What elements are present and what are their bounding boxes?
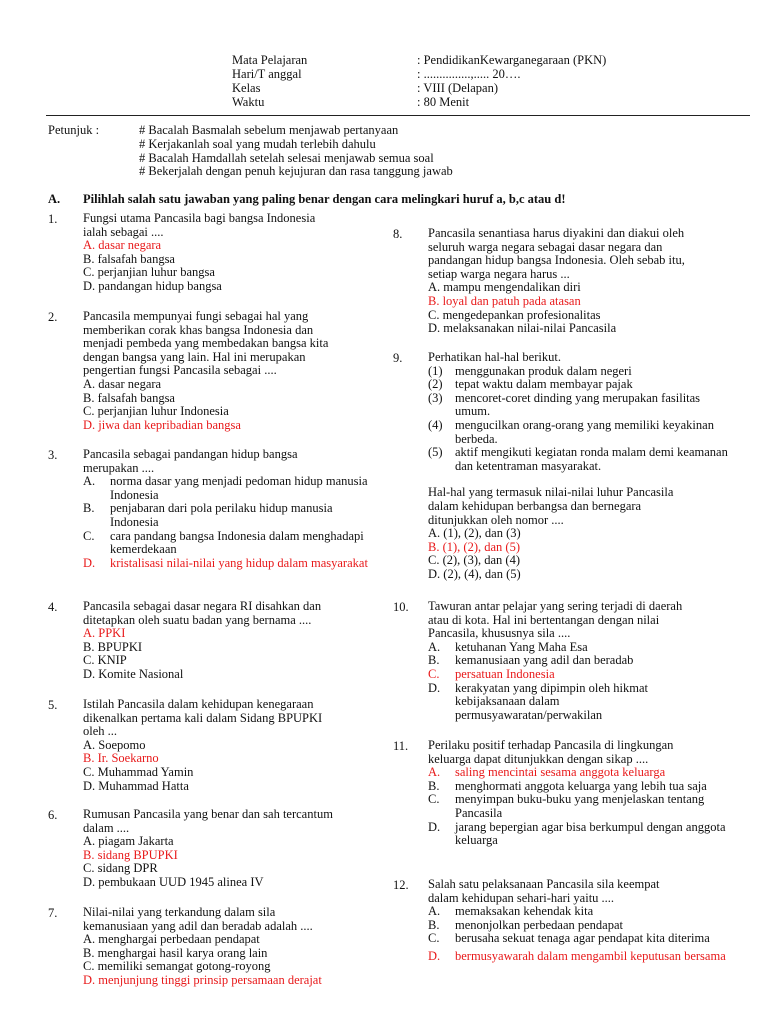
statement-item <box>428 446 728 473</box>
question-number: 6. <box>48 808 58 822</box>
option-letter: D. <box>428 948 441 963</box>
question-number: 1. <box>48 212 58 226</box>
statement-item <box>428 365 728 379</box>
question-stem-line: Istilah Pancasila dalam kehidupan kenegaraan <box>83 697 314 711</box>
option-c[interactable]: C. sidang DPR <box>83 861 158 876</box>
option-b[interactable]: B. (1), (2), dan (5) <box>428 539 520 554</box>
question-number: 2. <box>48 310 58 324</box>
instruction-item: # Bacalah Hamdallah setelah selesai menjawab semua soal <box>139 151 434 165</box>
option-a[interactable]: A. (1), (2), dan (3) <box>428 526 521 541</box>
option-c[interactable]: C. perjanjian luhur Indonesia <box>83 404 229 419</box>
option-text: berusaha sekuat tenaga agar pendapat kita diterima <box>455 931 710 946</box>
option-a[interactable] <box>428 766 728 780</box>
option-letter: A. <box>428 765 441 780</box>
option-d[interactable]: D. Komite Nasional <box>83 666 184 681</box>
question-stem-line: Rumusan Pancasila yang benar dan sah tercantum <box>83 807 333 821</box>
option-a[interactable] <box>428 641 728 655</box>
statement-text: tepat waktu dalam membayar pajak <box>455 377 633 392</box>
option-text: saling mencintai sesama anggota keluarga <box>455 765 666 780</box>
time-label: Waktu <box>232 95 265 109</box>
question-stem-line: atau di kota. Hal ini bertentangan dengan nilai <box>428 612 660 627</box>
question-number: 4. <box>48 600 58 614</box>
option-text: ketuhanan Yang Maha Esa <box>455 639 588 654</box>
question-stem-line: Tawuran antar pelajar yang sering terjadi di daerah <box>428 599 683 613</box>
option-b[interactable] <box>428 919 728 933</box>
section-letter: A. <box>48 192 61 206</box>
option-b[interactable]: B. BPUPKI <box>83 639 143 654</box>
date-value: : ...............,..... 20…. <box>417 67 521 81</box>
option-d[interactable]: D. pembukaan UUD 1945 alinea IV <box>83 874 264 889</box>
question-body <box>83 212 383 294</box>
question-stem-line: Pancasila, khususnya sila .... <box>428 626 571 641</box>
option-b[interactable]: B. falsafah bangsa <box>83 251 175 266</box>
question-stem-line: setiap warga negara harus ... <box>428 266 570 281</box>
question-number: 7. <box>48 906 58 920</box>
question-body <box>428 351 728 582</box>
section-heading <box>48 192 566 207</box>
option-text: kerakyatan yang dipimpin oleh hikmat kebijaksanaan dalam permusyawaratan/perwakilan <box>455 680 649 722</box>
statement-number: (4) <box>428 417 443 432</box>
question-stem-line: dikenalkan pertama kali dalam Sidang BPUPKI <box>83 710 323 725</box>
option-a[interactable]: A. Soepomo <box>83 737 146 752</box>
question-body <box>83 448 383 570</box>
question-stem-line: ditetapkan oleh suatu badan yang bernama .... <box>83 612 312 627</box>
option-letter: C. <box>428 666 440 681</box>
question-stem-line: Pancasila sebagai dasar negara RI disahkan dan <box>83 599 322 613</box>
option-text: norma dasar yang menjadi pedoman hidup manusia Indonesia <box>110 474 368 502</box>
option-letter: D. <box>428 680 441 695</box>
option-b[interactable]: B. Ir. Soekarno <box>83 751 159 766</box>
option-b[interactable] <box>428 780 728 794</box>
option-c[interactable]: C. perjanjian luhur bangsa <box>83 265 215 280</box>
option-b[interactable] <box>83 502 383 529</box>
question-stem-line: pandangan hidup bangsa Indonesia. Oleh sebab itu, <box>428 253 685 268</box>
question-body <box>83 310 383 432</box>
option-letter: A. <box>428 904 441 919</box>
question-stem-line: oleh ... <box>83 724 118 739</box>
question-stem-line: Pancasila sebagai pandangan hidup bangsa <box>83 447 298 461</box>
option-c[interactable]: C. (2), (3), dan (4) <box>428 553 520 568</box>
option-letter: B. <box>83 501 95 516</box>
option-d[interactable]: D. pandangan hidup bangsa <box>83 278 222 293</box>
option-text: cara pandang bangsa Indonesia dalam menghadapi kemerdekaan <box>110 528 364 557</box>
question-stem-line: Perhatikan hal-hal berikut. <box>428 350 561 364</box>
question-stem-line: Salah satu pelaksanaan Pancasila sila keempat <box>428 877 660 891</box>
option-text: menyimpan buku-buku yang menjelaskan tentang Pancasila <box>455 792 705 820</box>
question-stem-line: dalam .... <box>83 820 130 835</box>
option-text: bermusyawarah dalam mengambil keputusan bersama <box>455 948 726 963</box>
question-number: 8. <box>393 227 403 241</box>
question-number: 3. <box>48 448 58 462</box>
question-stem-line: merupakan .... <box>83 460 155 475</box>
option-d[interactable] <box>428 950 728 964</box>
question-number: 12. <box>393 878 409 892</box>
option-a[interactable]: A. mampu mengendalikan diri <box>428 280 581 295</box>
statement-item <box>428 419 728 446</box>
question-stem-line: seluruh warga negara sebagai dasar negara dan <box>428 239 663 254</box>
option-d[interactable]: D. (2), (4), dan (5) <box>428 566 521 581</box>
subject-value: : PendidikanKewarganegaraan (PKN) <box>417 53 607 67</box>
question-stem-line: ditunjukkan oleh nomor .... <box>428 512 564 527</box>
option-b[interactable]: B. falsafah bangsa <box>83 390 175 405</box>
option-d[interactable]: D. jiwa dan kepribadian bangsa <box>83 417 241 432</box>
option-d[interactable] <box>428 682 728 723</box>
statement-number: (5) <box>428 445 443 460</box>
question-stem-line: Fungsi utama Pancasila bagi bangsa Indonesia <box>83 211 316 225</box>
option-a[interactable] <box>83 475 383 502</box>
option-c[interactable] <box>428 668 728 682</box>
option-c[interactable]: C. memiliki semangat gotong-royong <box>83 959 271 974</box>
option-a[interactable]: A. menghargai perbedaan pendapat <box>83 932 260 947</box>
option-letter: C. <box>83 528 95 543</box>
question-body <box>428 227 728 336</box>
option-b[interactable]: B. menghargai hasil karya orang lain <box>83 945 268 960</box>
statement-text: aktif mengikuti kegiatan ronda malam demi keamanan dan ketentraman masyarakat. <box>455 445 728 473</box>
option-letter: A. <box>83 474 96 489</box>
statement-number: (1) <box>428 363 443 378</box>
question-stem-line: Perilaku positif terhadap Pancasila di lingkungan <box>428 738 674 752</box>
question-body <box>428 739 728 848</box>
question-number: 5. <box>48 698 58 712</box>
question-stem-line: dalam kehidupan berbangsa dan bernegara <box>428 498 642 513</box>
time-value: : 80 Menit <box>417 95 470 109</box>
statement-text: mengucilkan orang-orang yang memiliki keyakinan berbeda. <box>455 417 714 446</box>
header-row-time <box>232 95 652 109</box>
option-text: memaksakan kehendak kita <box>455 904 594 919</box>
question-stem-line: keluarga dapat ditunjukkan dengan sikap .... <box>428 751 649 766</box>
option-a[interactable] <box>428 905 728 919</box>
class-value: : VIII (Delapan) <box>417 81 498 95</box>
question-body <box>428 878 728 964</box>
question-stem-line: Pancasila mempunyai fungi sebagai hal yang <box>83 309 309 323</box>
question-stem-line: Pancasila senantiasa harus diyakini dan diakui oleh <box>428 226 685 240</box>
question-body <box>83 698 383 793</box>
header-row-subject <box>232 53 652 67</box>
statement-item <box>428 378 728 392</box>
option-letter: B. <box>428 778 440 793</box>
section-text: Pilihlah salah satu jawaban yang paling benar dengan cara melingkari huruf a, b,c atau d! <box>83 192 566 206</box>
option-c[interactable] <box>83 530 383 557</box>
question-body <box>83 906 383 988</box>
class-label: Kelas <box>232 81 261 95</box>
option-text: penjabaran dari pola perilaku hidup manusia Indonesia <box>110 501 333 529</box>
option-d[interactable]: D. menjunjung tinggi prinsip persamaan derajat <box>83 972 322 987</box>
question-number: 11. <box>393 739 409 753</box>
header-row-date <box>232 67 652 81</box>
option-d[interactable] <box>428 821 728 848</box>
option-letter: B. <box>428 917 440 932</box>
option-d[interactable]: D. Muhammad Hatta <box>83 778 189 793</box>
option-letter: A. <box>428 639 441 654</box>
option-b[interactable]: B. sidang BPUPKI <box>83 847 178 862</box>
header-row-class <box>232 81 652 95</box>
statement-text: mencoret-coret dinding yang merupakan fasilitas umum. <box>455 390 701 419</box>
option-text: jarang bepergian agar bisa berkumpul dengan anggota keluarga <box>455 819 726 848</box>
option-c[interactable]: C. KNIP <box>83 653 127 668</box>
option-text: kemanusiaan yang adil dan beradab <box>455 653 634 668</box>
option-d[interactable]: D. melaksanakan nilai-nilai Pancasila <box>428 321 617 336</box>
option-c[interactable] <box>428 932 728 946</box>
date-label: Hari/T anggal <box>232 67 302 81</box>
option-c[interactable] <box>428 793 728 820</box>
statement-text: menggunakan produk dalam negeri <box>455 363 632 378</box>
option-letter: D. <box>83 555 96 570</box>
question-stem-line: dalam kehidupan sehari-hari yaitu .... <box>428 890 615 905</box>
question-stem-line: ialah sebagai .... <box>83 224 164 239</box>
option-text: persatuan Indonesia <box>455 666 555 681</box>
option-c[interactable]: C. Muhammad Yamin <box>83 764 194 779</box>
statement-number: (2) <box>428 377 443 392</box>
option-text: menonjolkan perbedaan pendapat <box>455 917 623 932</box>
option-c[interactable]: C. mengedepankan profesionalitas <box>428 307 601 322</box>
question-stem-line: memberikan corak khas bangsa Indonesia dan <box>83 322 314 337</box>
question-body <box>83 600 383 682</box>
statement-item <box>428 392 728 419</box>
option-b[interactable] <box>428 654 728 668</box>
option-a[interactable]: A. piagam Jakarta <box>83 834 174 849</box>
option-a[interactable]: A. dasar negara <box>83 376 162 391</box>
question-stem-line: Nilai-nilai yang terkandung dalam sila <box>83 905 276 919</box>
option-letter: C. <box>428 792 440 807</box>
instruction-item: # Bekerjalah dengan penuh kejujuran dan rasa tanggung jawab <box>139 164 453 178</box>
question-body <box>428 600 728 722</box>
option-letter: B. <box>428 653 440 668</box>
instruction-item: # Bacalah Basmalah sebelum menjawab pertanyaan <box>139 123 399 137</box>
question-stem-line: kemanusiaan yang adil dan beradab adalah .... <box>83 918 313 933</box>
option-a[interactable]: A. PPKI <box>83 626 126 641</box>
option-text: menghormati anggota keluarga yang lebih tua saja <box>455 778 707 793</box>
question-stem-line: menjadi pembeda yang membedakan bangsa kita <box>83 336 329 351</box>
option-a[interactable]: A. dasar negara <box>83 238 162 253</box>
instructions-label: Petunjuk : <box>48 123 100 137</box>
question-body <box>83 808 383 890</box>
subject-label: Mata Pelajaran <box>232 53 308 67</box>
instruction-item: # Kerjakanlah soal yang mudah terlebih dahulu <box>139 137 376 151</box>
question-number: 9. <box>393 351 403 365</box>
option-letter: D. <box>428 819 441 834</box>
question-stem-line: dengan bangsa yang lain. Hal ini merupakan <box>83 349 306 364</box>
question-stem-line: Hal-hal yang termasuk nilai-nilai luhur Pancasila <box>428 485 674 500</box>
option-b[interactable]: B. loyal dan patuh pada atasan <box>428 293 581 308</box>
option-text: kristalisasi nilai-nilai yang hidup dalam masyarakat <box>110 555 368 570</box>
statement-number: (3) <box>428 390 443 405</box>
question-stem-line: pengertian fungsi Pancasila sebagai .... <box>83 363 277 378</box>
header-divider <box>46 115 750 116</box>
option-letter: C. <box>428 931 440 946</box>
question-number: 10. <box>393 600 409 614</box>
option-d[interactable] <box>83 557 383 571</box>
